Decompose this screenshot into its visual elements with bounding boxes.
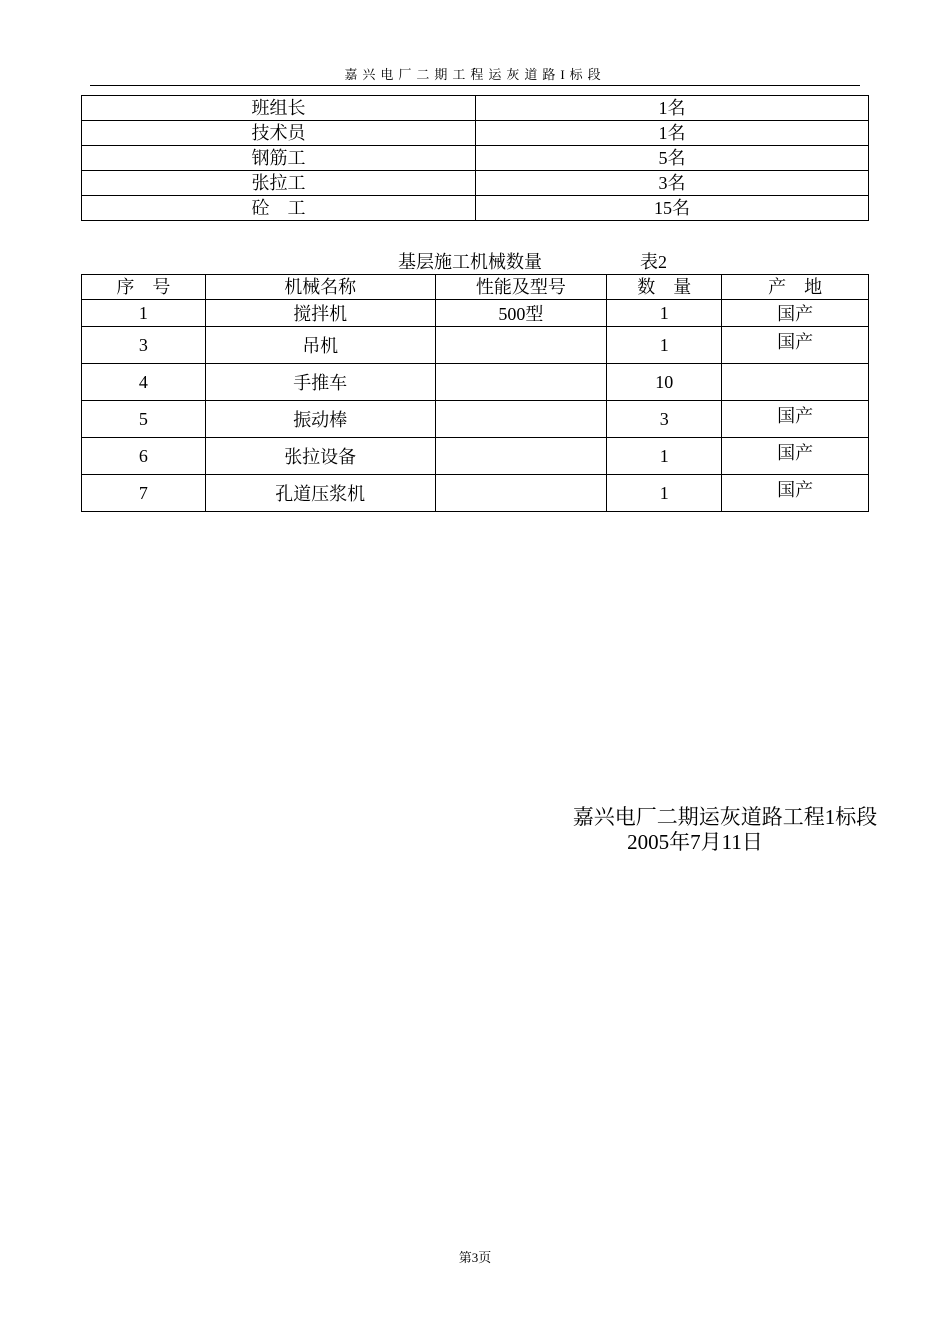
staff-role: 班组长 xyxy=(82,96,476,121)
staff-count: 1名 xyxy=(476,121,869,146)
cell-origin: 国产 xyxy=(722,475,869,512)
cell-name: 吊机 xyxy=(205,327,435,364)
page-header: 嘉兴电厂二期工程运灰道路I标段 xyxy=(344,67,606,82)
table-row xyxy=(82,300,869,327)
table-row xyxy=(82,196,869,221)
table-row xyxy=(82,438,869,475)
cell-qty: 10 xyxy=(607,364,722,401)
cell-seq: 4 xyxy=(82,364,206,401)
cell-name: 张拉设备 xyxy=(205,438,435,475)
cell-seq: 5 xyxy=(82,401,206,438)
page-number: 第3页 xyxy=(458,1250,492,1265)
cell-model xyxy=(435,401,607,438)
cell-name: 搅拌机 xyxy=(205,300,435,327)
machine-table-caption: 基层施工机械数量 xyxy=(398,252,542,272)
table-row xyxy=(82,401,869,438)
cell-seq: 1 xyxy=(82,300,206,327)
table-row xyxy=(82,146,869,171)
staff-role: 砼 工 xyxy=(82,196,476,221)
cell-qty: 1 xyxy=(607,327,722,364)
cell-seq: 6 xyxy=(82,438,206,475)
cell-name: 振动棒 xyxy=(205,401,435,438)
table-row xyxy=(82,475,869,512)
header-name: 机械名称 xyxy=(205,275,435,300)
table-row xyxy=(82,171,869,196)
cell-model xyxy=(435,327,607,364)
header-qty: 数 量 xyxy=(607,275,722,300)
signoff-organization: 嘉兴电厂二期运灰道路工程1标段 xyxy=(572,805,878,829)
machine-table xyxy=(81,274,869,512)
staff-count: 3名 xyxy=(476,171,869,196)
staff-count: 5名 xyxy=(476,146,869,171)
cell-seq: 7 xyxy=(82,475,206,512)
cell-model xyxy=(435,364,607,401)
cell-qty: 3 xyxy=(607,401,722,438)
header-divider xyxy=(90,85,860,86)
cell-origin: 国产 xyxy=(722,300,869,327)
cell-model: 500型 xyxy=(435,300,607,327)
table-row xyxy=(82,364,869,401)
cell-qty: 1 xyxy=(607,300,722,327)
cell-qty: 1 xyxy=(607,475,722,512)
staff-role: 钢筋工 xyxy=(82,146,476,171)
cell-origin: 国产 xyxy=(722,438,869,475)
staff-table xyxy=(81,95,869,221)
table-header-row xyxy=(82,275,869,300)
staff-role: 张拉工 xyxy=(82,171,476,196)
cell-name: 手推车 xyxy=(205,364,435,401)
header-seq: 序 号 xyxy=(82,275,206,300)
cell-origin: 国产 xyxy=(722,401,869,438)
cell-model xyxy=(435,438,607,475)
signoff-block xyxy=(480,805,910,855)
cell-origin: 国产 xyxy=(722,327,869,364)
cell-qty: 1 xyxy=(607,438,722,475)
table-row xyxy=(82,121,869,146)
cell-name: 孔道压浆机 xyxy=(205,475,435,512)
staff-count: 1名 xyxy=(476,96,869,121)
header-model: 性能及型号 xyxy=(435,275,607,300)
table-row xyxy=(82,96,869,121)
staff-role: 技术员 xyxy=(82,121,476,146)
header-origin: 产 地 xyxy=(722,275,869,300)
cell-seq: 3 xyxy=(82,327,206,364)
cell-model xyxy=(435,475,607,512)
table-row xyxy=(82,327,869,364)
machine-table-number: 表2 xyxy=(640,252,667,272)
staff-count: 15名 xyxy=(476,196,869,221)
signoff-date: 2005年7月11日 xyxy=(627,830,763,854)
cell-origin xyxy=(722,364,869,401)
